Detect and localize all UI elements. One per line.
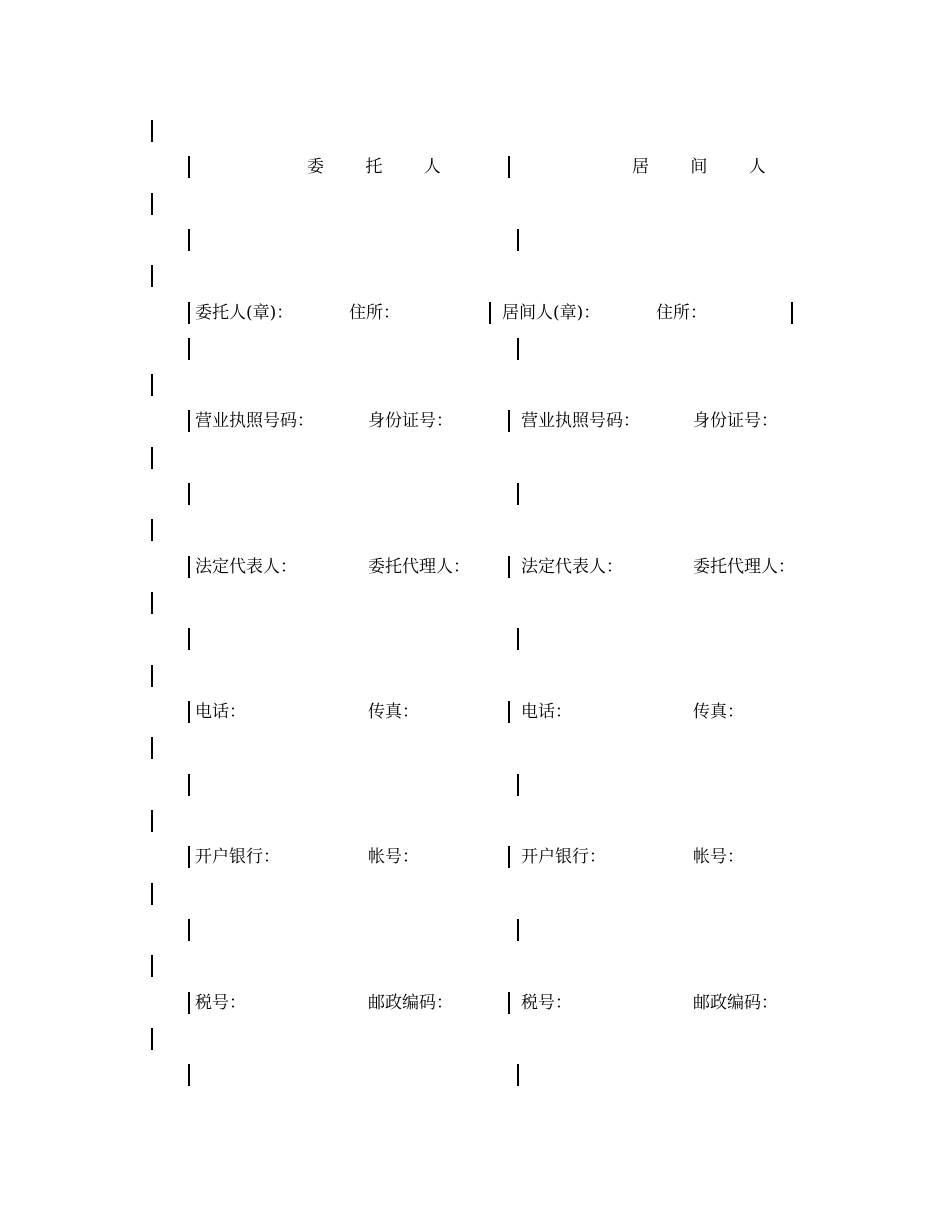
table-border-marker	[188, 628, 190, 650]
table-border-marker	[517, 774, 519, 796]
broker-address-label: 住所：	[656, 303, 707, 323]
client-seal-label: 委托人(章)：	[195, 303, 294, 323]
table-border-marker	[517, 1064, 519, 1086]
client-phone-label: 电话：	[195, 702, 246, 722]
table-border-marker	[188, 846, 190, 868]
table-border-marker	[517, 483, 519, 505]
table-border-marker	[188, 774, 190, 796]
broker-account-label: 帐号：	[693, 847, 744, 867]
client-account-label: 帐号：	[368, 847, 419, 867]
table-border-marker	[517, 628, 519, 650]
table-border-marker	[508, 156, 510, 178]
table-border-marker	[188, 229, 190, 251]
table-border-marker	[517, 229, 519, 251]
table-border-marker	[151, 810, 153, 832]
broker-phone-label: 电话：	[521, 702, 572, 722]
broker-agent-label: 委托代理人：	[693, 557, 795, 577]
client-bank-label: 开户银行：	[195, 847, 280, 867]
broker-tax-label: 税号：	[521, 993, 572, 1013]
broker-postcode-label: 邮政编码：	[693, 993, 778, 1013]
client-tax-label: 税号：	[195, 993, 246, 1013]
broker-legal-rep-label: 法定代表人：	[521, 557, 623, 577]
table-border-marker	[188, 156, 190, 178]
client-address-label: 住所：	[349, 303, 400, 323]
client-legal-rep-label: 法定代表人：	[195, 557, 297, 577]
client-id-label: 身份证号：	[368, 411, 453, 431]
table-border-marker	[188, 338, 190, 360]
table-border-marker	[188, 701, 190, 723]
table-border-marker	[508, 846, 510, 868]
table-border-marker	[151, 1028, 153, 1050]
table-border-marker	[151, 737, 153, 759]
table-border-marker	[151, 265, 153, 287]
table-border-marker	[151, 120, 153, 142]
table-border-marker	[151, 665, 153, 687]
broker-column-title: 居 间 人	[632, 157, 784, 177]
table-border-marker	[151, 447, 153, 469]
table-border-marker	[508, 556, 510, 578]
broker-license-label: 营业执照号码：	[521, 411, 640, 431]
table-border-marker	[151, 519, 153, 541]
table-border-marker	[151, 883, 153, 905]
table-border-marker	[188, 302, 190, 324]
client-column-title: 委 托 人	[307, 157, 459, 177]
table-border-marker	[508, 992, 510, 1014]
table-border-marker	[508, 410, 510, 432]
table-border-marker	[188, 483, 190, 505]
client-postcode-label: 邮政编码：	[368, 993, 453, 1013]
broker-seal-label: 居间人(章)：	[502, 303, 601, 323]
broker-id-label: 身份证号：	[693, 411, 778, 431]
table-border-marker	[188, 1064, 190, 1086]
client-license-label: 营业执照号码：	[195, 411, 314, 431]
table-border-marker	[151, 955, 153, 977]
table-border-marker	[151, 374, 153, 396]
table-border-marker	[517, 919, 519, 941]
table-border-marker	[188, 992, 190, 1014]
table-border-marker	[791, 302, 793, 324]
broker-fax-label: 传真：	[693, 702, 744, 722]
table-border-marker	[151, 193, 153, 215]
table-border-marker	[489, 302, 491, 324]
table-border-marker	[517, 338, 519, 360]
table-border-marker	[151, 592, 153, 614]
table-border-marker	[188, 556, 190, 578]
client-fax-label: 传真：	[368, 702, 419, 722]
table-border-marker	[188, 919, 190, 941]
client-agent-label: 委托代理人：	[368, 557, 470, 577]
table-border-marker	[188, 410, 190, 432]
table-border-marker	[508, 701, 510, 723]
broker-bank-label: 开户银行：	[521, 847, 606, 867]
